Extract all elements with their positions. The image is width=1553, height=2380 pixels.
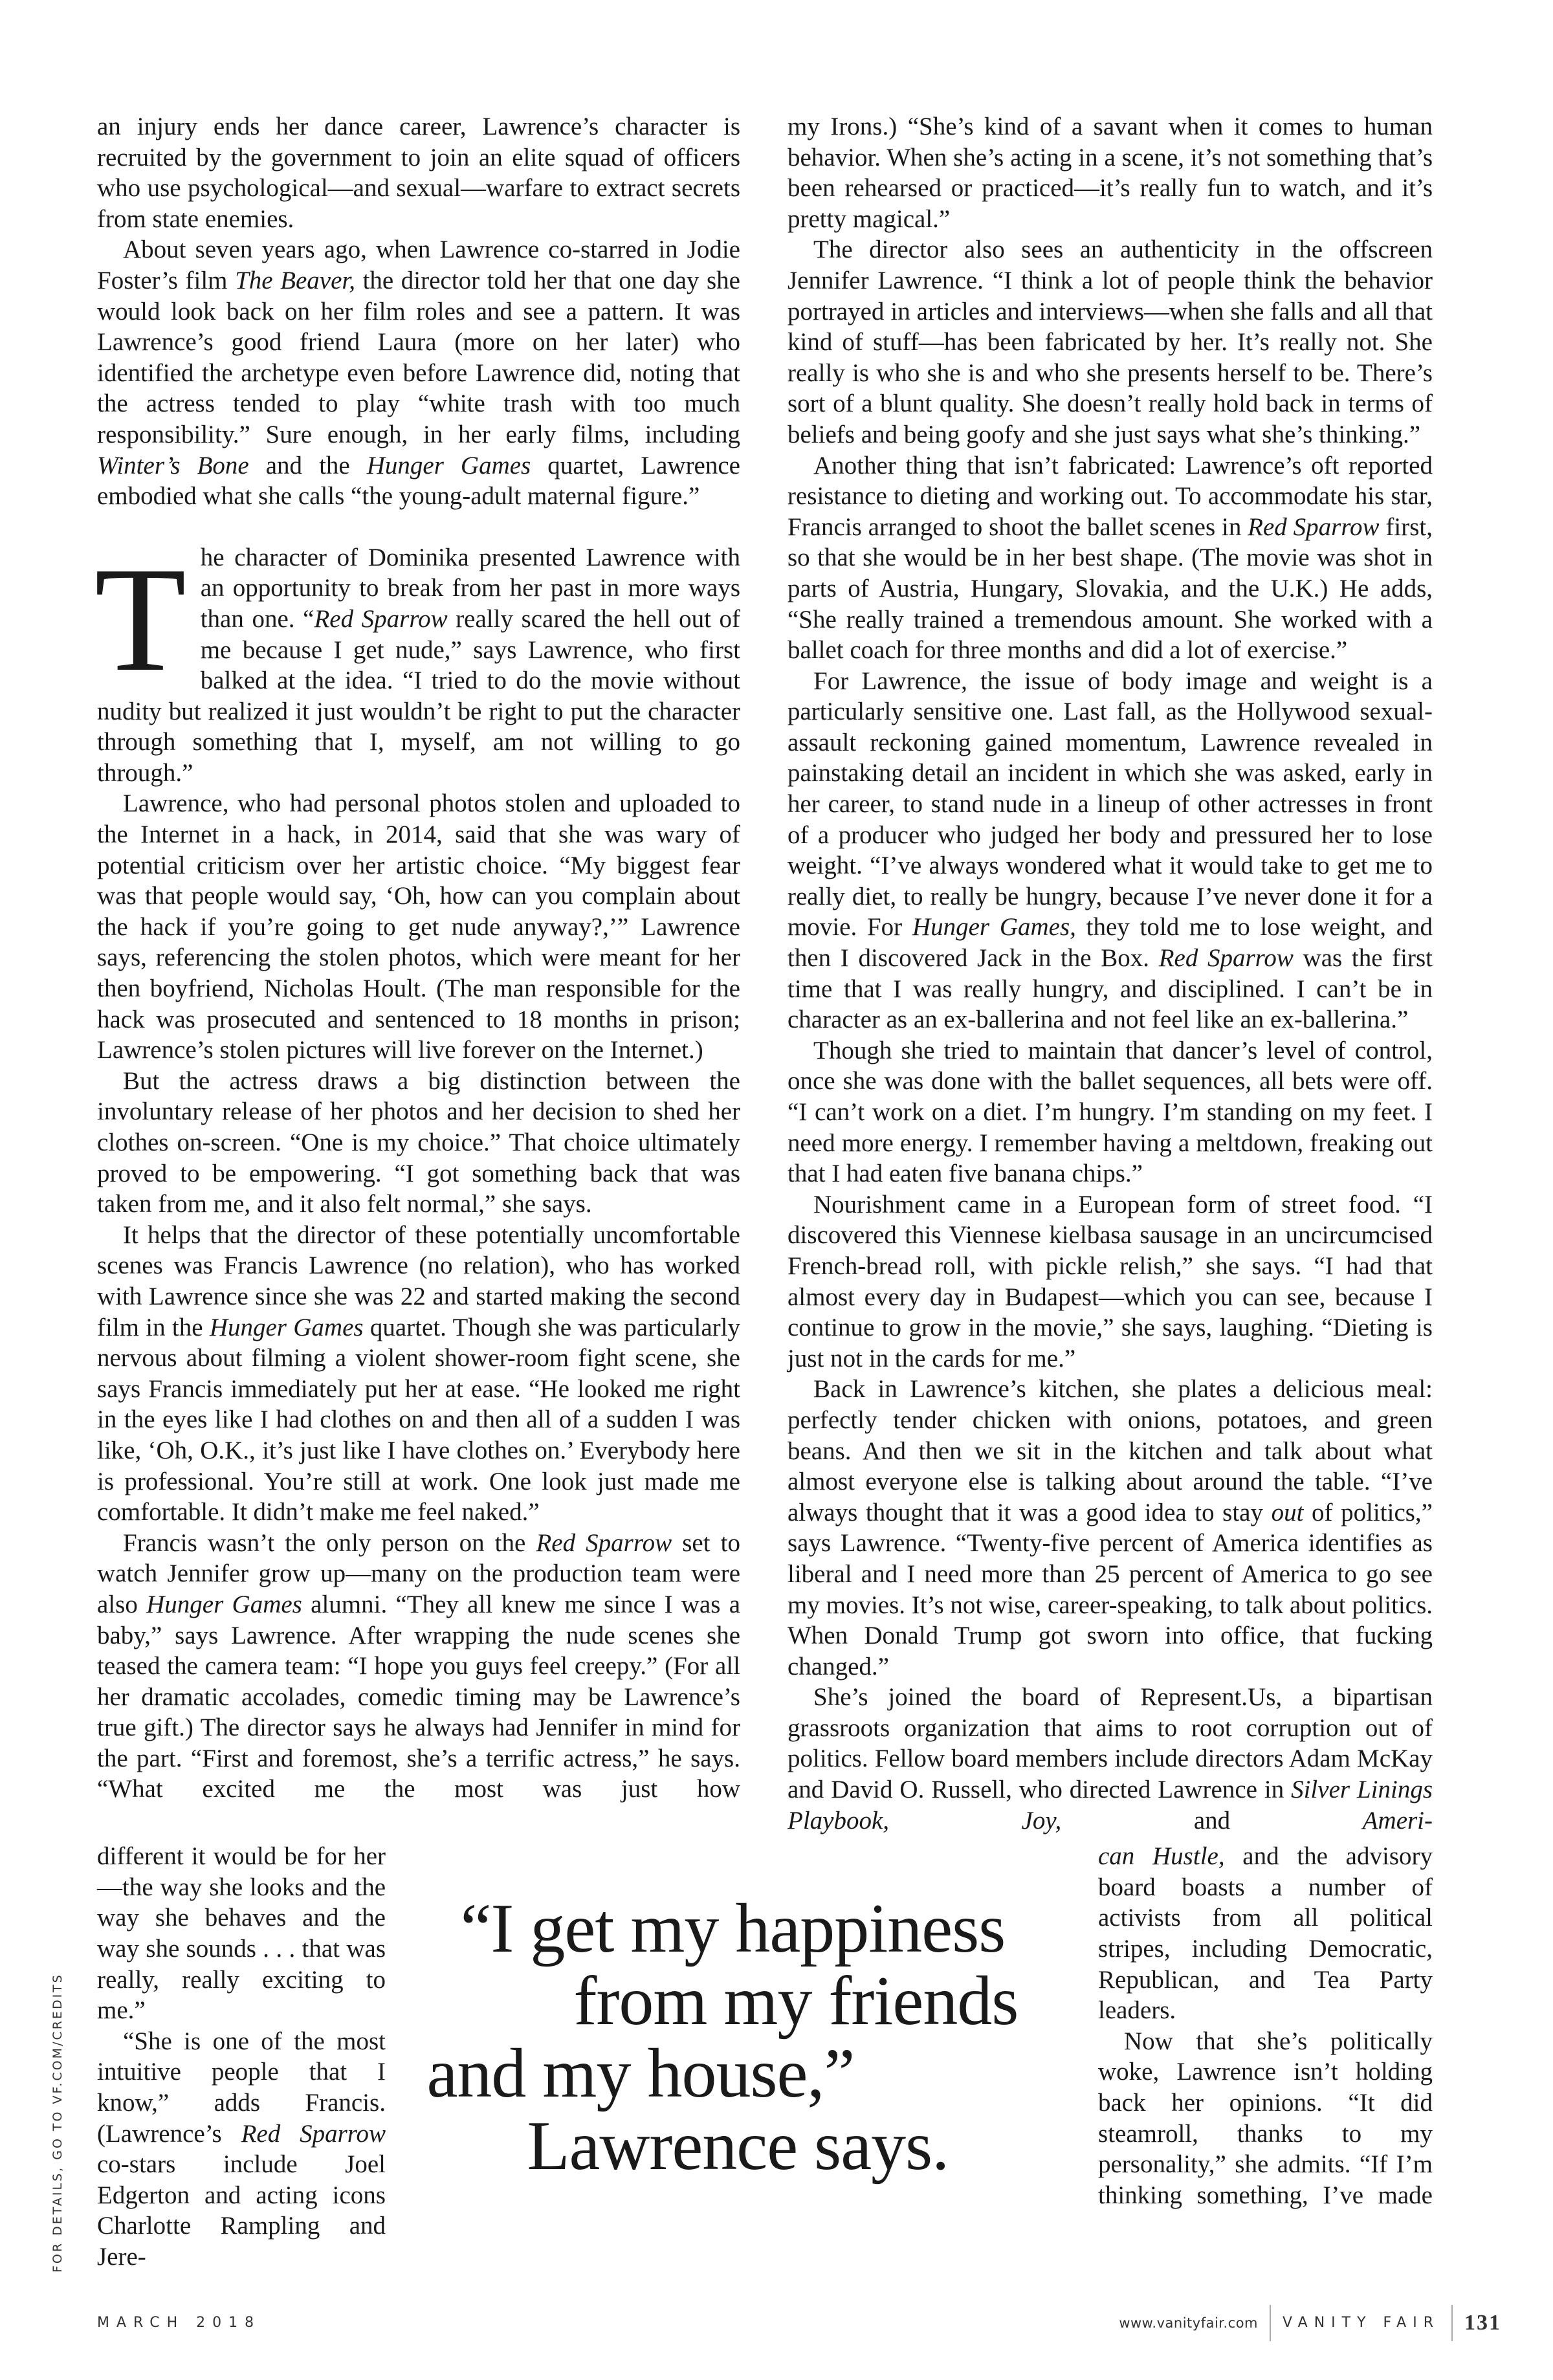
body-text: different it would be for her—the way she looks and the way she behaves and the way she sounds . . . that was really, really exciting to me.”: [97, 1842, 386, 2025]
body-text: Francis wasn’t the only person on the: [123, 1528, 536, 1557]
article-lower-section: [97, 1841, 1433, 2272]
italic-text: Red Sparrow: [1158, 944, 1294, 973]
drop-cap: T: [94, 536, 186, 703]
body-text: and the: [248, 451, 367, 479]
article-paragraph: [788, 1189, 1433, 1374]
body-text: About seven years ago, when Lawrence co-starred in Jodie Foster’s film: [97, 236, 740, 294]
pull-quote-line: from my friends: [573, 1963, 1019, 2040]
body-text: the director told her that one day she would look back on her film roles and see a pattern. It was Lawrence’s good friend Laura (more on her later) who identified the archetype even before Lawrence did, noting that the actress tended to play “white trash with too much responsibility.” Sure enough, in her early films, including: [97, 266, 740, 448]
page-number: 131: [1464, 2310, 1501, 2335]
article-paragraph: [788, 1374, 1433, 1682]
body-text: quartet. Though she was particularly nervous about filming a violent shower-room fight scene, she says Francis immediately put her at ease. “He looked me right in the eyes like I had clothes on and then all of a sudden I was like, ‘Oh, O.K., it’s just like I have clothes on.’ Everybody here is professional. You’re still at work. One look just made me comfortable. It didn’t make me feel naked.”: [97, 1313, 740, 1526]
article-paragraph: [788, 111, 1433, 234]
article-paragraph: [788, 666, 1433, 1035]
body-text: The director also sees an authenticity in the offscreen Jennifer Lawrence. “I think a lot of people think the behavior portrayed in articles and interviews—when she falls and all that kind of stuff—has been fabricated by her. It’s really not. She really is who she is and who she presents herself to be. There’s sort of a blunt quality. She doesn’t really hold back in terms of beliefs and being goofy and she just says what she’s thinking.”: [788, 236, 1433, 448]
page-footer: [97, 2305, 1501, 2380]
body-text: and: [1061, 1806, 1363, 1835]
body-text: Another thing that isn’t fabricated: Lawrence’s oft reported resistance to dieting and working out. To accommodate his star, Francis arranged to shoot the ballet scenes in: [788, 451, 1433, 541]
article-column-left: [94, 111, 741, 1805]
photo-credit-note: FOR DETAILS, GO TO VF.COM/CREDITS: [50, 1972, 65, 2273]
article-paragraph: [97, 111, 740, 234]
italic-text: The Beaver,: [235, 266, 356, 294]
article-paragraph: [788, 234, 1433, 450]
issue-date: MARCH 2018: [97, 2315, 261, 2331]
pull-quote-line: Lawrence says.: [527, 2108, 949, 2185]
article-main-columns: [94, 111, 1433, 1836]
body-text: they told me to lose weight, and then I discovered Jack in the Box.: [788, 913, 1433, 973]
article-column-right: [788, 111, 1433, 1836]
italic-text: Hunger Games: [366, 451, 531, 479]
body-text: Though she tried to maintain that dancer’s level of control, once she was done with the ballet sequences, all bets were off. “I can’t work on a diet. I’m hungry. I’m standing on my feet. I need more energy. I remember having a meltdown, freaking out that I had eaten five banana chips.”: [788, 1036, 1433, 1188]
footer-right: [1119, 2305, 1501, 2341]
article-paragraph: [97, 1220, 740, 1528]
article-paragraph: [788, 450, 1433, 666]
article-paragraph: [788, 1682, 1433, 1836]
body-text: he character of Dominika presented Lawrence with an opportunity to break from her past in more ways than one. “: [200, 543, 740, 633]
article-page: [94, 0, 1501, 2380]
italic-text: out: [1271, 1498, 1304, 1526]
website-link[interactable]: www.vanityfair.com: [1119, 2315, 1259, 2331]
article-paragraph: [97, 1528, 740, 1805]
italic-text: Hunger Games,: [912, 913, 1076, 942]
article-paragraph: [97, 1066, 740, 1220]
italic-text: Silver Linings Playbook, Joy,: [788, 1776, 1433, 1835]
body-text: quartet, Lawrence embodied what she calls “the young-adult maternal figure.”: [97, 451, 740, 511]
italic-text: Hunger Games: [146, 1590, 302, 1618]
body-text: an injury ends her dance career, Lawrence’s character is recruited by the government to join an elite squad of officers who use psychological—and sexual—warfare to extract secrets from state enemies.: [97, 113, 740, 233]
italic-text: Ameri-: [1362, 1806, 1433, 1835]
body-text: Now that she’s politically woke, Lawrence isn’t holding back her opinions. “It did steamroll, thanks to my personality,” she admits. “If I’m thinking something, I’ve made: [1098, 2027, 1433, 2209]
italic-text: Hunger Games: [209, 1313, 364, 1341]
divider: [1451, 2305, 1453, 2341]
italic-text: Red Sparrow: [536, 1528, 672, 1557]
article-paragraph: [97, 1841, 386, 2026]
article-paragraph: [788, 1035, 1433, 1189]
article-paragraph: [97, 2026, 386, 2273]
body-text: For Lawrence, the issue of body image and weight is a particularly sensitive one. Last fall, as the Hollywood sexual-assault reckoning gained momentum, Lawrence revealed in painstaking detail an incident in which she was asked, early in her career, to stand nude in a lineup of other actresses in front of a producer who judged her body and pressured her to lose weight. “I’ve always wondered what it would take to get me to really diet, to really be hungry, because I’ve never done it for a movie. For: [788, 667, 1433, 942]
body-text: Back in Lawrence’s kitchen, she plates a delicious meal: perfectly tender chicken with onions, potatoes, and green beans. And then we sit in the kitchen and talk about what almost everyone else is talking about around the table. “I’ve always thought that it was a good idea to stay: [788, 1375, 1433, 1526]
article-paragraph: [94, 536, 740, 789]
body-text: of politics,” says Lawrence. “Twenty-five percent of America identifies as liberal and I need more than 25 percent of America to go see my movies. It’s not wise, career-speaking, to talk about politics. When Donald Trump got sworn into office, that fucking changed.”: [788, 1498, 1433, 1680]
italic-text: can Hustle,: [1098, 1842, 1225, 1871]
body-text: co-stars include Joel Edgerton and acting icons Charlotte Rampling and Jere-: [97, 2150, 386, 2271]
body-text: alumni. “They all knew me since I was a baby,” says Lawrence. After wrapping the nude scenes she teased the camera team: “I hope you guys feel creepy.” (For all her dramatic accolades, comedic timing may be Lawrence’s true gift.) The director says he always had Jennifer in mind for the part. “First and foremost, she’s a terrific actress,” he says. “What excited me the most was just how: [97, 1590, 741, 1803]
article-paragraph: [1098, 2026, 1433, 2211]
body-text: first, so that she would be in her best shape. (The movie was shot in parts of Austria, Hungary, Slovakia, and the U.K.) He adds, “She really trained a tremendous amount. She worked with a ballet coach for three months and did a lot of exercise.”: [788, 512, 1433, 665]
body-text: It helps that the director of these potentially uncomfortable scenes was Francis Lawrence (no relation), who has worked with Lawrence since she was 22 and started making the second film in the: [97, 1220, 740, 1341]
pull-quote: [406, 1841, 1079, 2183]
body-text: my Irons.) “She’s kind of a savant when it comes to human behavior. When she’s acting in a scene, it’s not something that’s been rehearsed or practiced—it’s really fun to watch, and it’s pretty magical.”: [788, 113, 1433, 233]
article-paragraph: [97, 788, 740, 1065]
italic-text: Red Sparrow: [1248, 512, 1380, 541]
body-text: was the first time that I was really hungry, and disciplined. I can’t be in character as an ex-ballerina and not feel like an ex-ballerina.”: [788, 944, 1433, 1034]
italic-text: Winter’s Bone: [97, 451, 249, 479]
article-paragraph: [1098, 1841, 1433, 2026]
pull-quote-line: “I get my happiness: [460, 1890, 1006, 1968]
italic-text: Red Sparrow: [314, 604, 448, 633]
body-text: She’s joined the board of Represent.Us, a bipartisan grassroots organization that aims to root corruption out of politics. Fellow board members include directors Adam McKay and David O. Russell, who directed Lawrence in: [788, 1683, 1433, 1804]
body-text: “She is one of the most intuitive people that I know,” adds Francis. (Lawrence’s: [97, 2027, 386, 2148]
article-column-right-narrow: [1098, 1841, 1433, 2210]
italic-text: Red Sparrow: [241, 2119, 386, 2148]
body-text: and the advisory board boasts a number of activists from all political stripes, including Democratic, Republican, and Tea Party leaders.: [1098, 1842, 1433, 2025]
article-paragraph: [97, 234, 740, 511]
article-column-left-narrow: [97, 1841, 386, 2272]
body-text: Nourishment came in a European form of street food. “I discovered this Viennese kielbasa sausage in an uncircumcised French-bread roll, with pickle relish,” she says. “I had that almost every day in Budapest—which you can see, because I continue to grow in the movie,” she says, laughing. “Dieting is just not in the cards for me.”: [788, 1190, 1433, 1372]
pull-quote-line: and my house,”: [426, 2035, 855, 2113]
magazine-name: VANITY FAIR: [1283, 2315, 1440, 2331]
body-text: Lawrence, who had personal photos stolen and uploaded to the Internet in a hack, in 2014, said that she was wary of potential criticism over her artistic choice. “My biggest fear was that people would say, ‘Oh, how can you complain about the hack if you’re going to get nude anyway?,’” Lawrence says, referencing the stolen photos, which were meant for her then boyfriend, Nicholas Hoult. (The man responsible for the hack was prosecuted and sentenced to 18 months in prison; Lawrence’s stolen pictures will live forever on the Internet.): [97, 789, 740, 1064]
body-text: set to watch Jennifer grow up—many on the production team were also: [97, 1528, 740, 1618]
body-text: But the actress draws a big distinction between the involuntary release of her photos and her decision to shed her clothes on-screen. “One is my choice.” That choice ultimately proved to be empowering. “I got something back that was taken from me, and it also felt normal,” she says.: [97, 1066, 740, 1218]
body-text: really scared the hell out of me because I get nude,” says Lawrence, who first balked at the idea. “I tried to do the movie without nudity but realized it just wouldn’t be right to put the character through something that I, myself, am not willing to go through.”: [97, 604, 740, 787]
section-break: [97, 512, 740, 542]
divider: [1270, 2305, 1271, 2341]
